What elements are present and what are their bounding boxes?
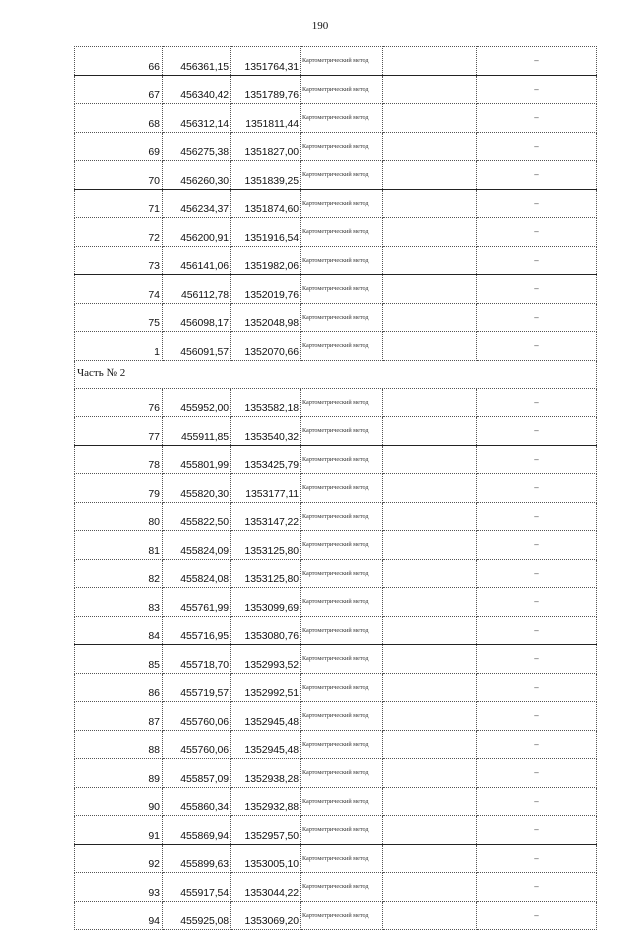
- y-coordinate-cell: 1351764,31: [231, 47, 301, 76]
- empty-cell: [383, 474, 477, 503]
- table-row: [75, 873, 597, 902]
- table-row: [75, 502, 597, 531]
- dash-cell: –: [477, 474, 597, 503]
- point-number-cell: 93: [75, 873, 163, 902]
- x-coordinate-cell: 455824,08: [163, 559, 231, 588]
- y-coordinate-cell: 1352993,52: [231, 645, 301, 674]
- empty-cell: [383, 759, 477, 788]
- point-number-cell: 88: [75, 730, 163, 759]
- point-number-cell: 68: [75, 104, 163, 133]
- method-cell: Картометрический метод: [301, 730, 383, 759]
- page-number: 190: [311, 20, 329, 32]
- y-coordinate-cell: 1351827,00: [231, 132, 301, 161]
- method-cell: Картометрический метод: [301, 588, 383, 617]
- method-cell: Картометрический метод: [301, 132, 383, 161]
- empty-cell: [383, 873, 477, 902]
- x-coordinate-cell: 456312,14: [163, 104, 231, 133]
- x-coordinate-cell: 455824,09: [163, 531, 231, 560]
- method-cell: Картометрический метод: [301, 616, 383, 645]
- x-coordinate-cell: 455869,94: [163, 816, 231, 845]
- method-cell: Картометрический метод: [301, 218, 383, 247]
- y-coordinate-cell: 1352945,48: [231, 730, 301, 759]
- x-coordinate-cell: 455952,00: [163, 388, 231, 417]
- empty-cell: [383, 445, 477, 474]
- dash-cell: –: [477, 417, 597, 446]
- y-coordinate-cell: 1351789,76: [231, 75, 301, 104]
- method-cell: Картометрический метод: [301, 303, 383, 332]
- dash-cell: –: [477, 873, 597, 902]
- y-coordinate-cell: 1351982,06: [231, 246, 301, 275]
- table-row: [75, 75, 597, 104]
- table-row: [75, 559, 597, 588]
- y-coordinate-cell: 1353044,22: [231, 873, 301, 902]
- x-coordinate-cell: 456361,15: [163, 47, 231, 76]
- x-coordinate-cell: 455857,09: [163, 759, 231, 788]
- method-cell: Картометрический метод: [301, 901, 383, 930]
- y-coordinate-cell: 1353177,11: [231, 474, 301, 503]
- method-cell: Картометрический метод: [301, 673, 383, 702]
- point-number-cell: 84: [75, 616, 163, 645]
- table-row: [75, 189, 597, 218]
- point-number-cell: 76: [75, 388, 163, 417]
- point-number-cell: 69: [75, 132, 163, 161]
- empty-cell: [383, 161, 477, 190]
- table-row: [75, 759, 597, 788]
- y-coordinate-cell: 1351874,60: [231, 189, 301, 218]
- x-coordinate-cell: 456098,17: [163, 303, 231, 332]
- table-row: [75, 816, 597, 845]
- y-coordinate-cell: 1353582,18: [231, 388, 301, 417]
- empty-cell: [383, 502, 477, 531]
- point-number-cell: 91: [75, 816, 163, 845]
- method-cell: Картометрический метод: [301, 502, 383, 531]
- y-coordinate-cell: 1352992,51: [231, 673, 301, 702]
- x-coordinate-cell: 455860,34: [163, 787, 231, 816]
- x-coordinate-cell: 456234,37: [163, 189, 231, 218]
- method-cell: Картометрический метод: [301, 332, 383, 361]
- point-number-cell: 82: [75, 559, 163, 588]
- empty-cell: [383, 332, 477, 361]
- dash-cell: –: [477, 901, 597, 930]
- y-coordinate-cell: 1353540,32: [231, 417, 301, 446]
- dash-cell: –: [477, 816, 597, 845]
- point-number-cell: 75: [75, 303, 163, 332]
- y-coordinate-cell: 1352938,28: [231, 759, 301, 788]
- x-coordinate-cell: 456260,30: [163, 161, 231, 190]
- table-row: [75, 787, 597, 816]
- dash-cell: –: [477, 844, 597, 873]
- point-number-cell: 86: [75, 673, 163, 702]
- table-row: [75, 417, 597, 446]
- table-row: [75, 474, 597, 503]
- method-cell: Картометрический метод: [301, 559, 383, 588]
- x-coordinate-cell: 456091,57: [163, 332, 231, 361]
- y-coordinate-cell: 1351811,44: [231, 104, 301, 133]
- point-number-cell: 92: [75, 844, 163, 873]
- table-row: [75, 901, 597, 930]
- method-cell: Картометрический метод: [301, 417, 383, 446]
- y-coordinate-cell: 1352019,76: [231, 275, 301, 304]
- dash-cell: –: [477, 47, 597, 76]
- empty-cell: [383, 104, 477, 133]
- section-heading: Часть № 2: [75, 360, 597, 388]
- y-coordinate-cell: 1353125,80: [231, 531, 301, 560]
- y-coordinate-cell: 1352945,48: [231, 702, 301, 731]
- method-cell: Картометрический метод: [301, 388, 383, 417]
- point-number-cell: 74: [75, 275, 163, 304]
- x-coordinate-cell: 455760,06: [163, 702, 231, 731]
- dash-cell: –: [477, 189, 597, 218]
- empty-cell: [383, 189, 477, 218]
- dash-cell: –: [477, 787, 597, 816]
- y-coordinate-cell: 1353080,76: [231, 616, 301, 645]
- dash-cell: –: [477, 132, 597, 161]
- method-cell: Картометрический метод: [301, 47, 383, 76]
- method-cell: Картометрический метод: [301, 816, 383, 845]
- point-number-cell: 90: [75, 787, 163, 816]
- x-coordinate-cell: 455911,85: [163, 417, 231, 446]
- point-number-cell: 79: [75, 474, 163, 503]
- table-row: [75, 730, 597, 759]
- empty-cell: [383, 417, 477, 446]
- table-row: [75, 844, 597, 873]
- empty-cell: [383, 588, 477, 617]
- table-row: [75, 588, 597, 617]
- x-coordinate-cell: 455820,30: [163, 474, 231, 503]
- x-coordinate-cell: 456340,42: [163, 75, 231, 104]
- empty-cell: [383, 816, 477, 845]
- dash-cell: –: [477, 303, 597, 332]
- dash-cell: –: [477, 275, 597, 304]
- x-coordinate-cell: 455925,08: [163, 901, 231, 930]
- empty-cell: [383, 275, 477, 304]
- x-coordinate-cell: 455719,57: [163, 673, 231, 702]
- table-row: [75, 132, 597, 161]
- coordinates-table-container: [74, 46, 596, 930]
- y-coordinate-cell: 1353125,80: [231, 559, 301, 588]
- dash-cell: –: [477, 730, 597, 759]
- y-coordinate-cell: 1353099,69: [231, 588, 301, 617]
- y-coordinate-cell: 1351916,54: [231, 218, 301, 247]
- point-number-cell: 80: [75, 502, 163, 531]
- dash-cell: –: [477, 502, 597, 531]
- empty-cell: [383, 531, 477, 560]
- dash-cell: –: [477, 75, 597, 104]
- dash-cell: –: [477, 673, 597, 702]
- method-cell: Картометрический метод: [301, 787, 383, 816]
- x-coordinate-cell: 456275,38: [163, 132, 231, 161]
- dash-cell: –: [477, 218, 597, 247]
- method-cell: Картометрический метод: [301, 189, 383, 218]
- dash-cell: –: [477, 702, 597, 731]
- empty-cell: [383, 132, 477, 161]
- dash-cell: –: [477, 759, 597, 788]
- point-number-cell: 78: [75, 445, 163, 474]
- point-number-cell: 1: [75, 332, 163, 361]
- section-row: [75, 360, 597, 388]
- x-coordinate-cell: 456112,78: [163, 275, 231, 304]
- empty-cell: [383, 702, 477, 731]
- x-coordinate-cell: 455761,99: [163, 588, 231, 617]
- empty-cell: [383, 303, 477, 332]
- empty-cell: [383, 645, 477, 674]
- dash-cell: –: [477, 588, 597, 617]
- empty-cell: [383, 616, 477, 645]
- point-number-cell: 89: [75, 759, 163, 788]
- dash-cell: –: [477, 388, 597, 417]
- table-row: [75, 388, 597, 417]
- y-coordinate-cell: 1351839,25: [231, 161, 301, 190]
- y-coordinate-cell: 1352957,50: [231, 816, 301, 845]
- empty-cell: [383, 388, 477, 417]
- point-number-cell: 73: [75, 246, 163, 275]
- table-row: [75, 303, 597, 332]
- method-cell: Картометрический метод: [301, 75, 383, 104]
- x-coordinate-cell: 456200,91: [163, 218, 231, 247]
- y-coordinate-cell: 1353425,79: [231, 445, 301, 474]
- x-coordinate-cell: 455760,06: [163, 730, 231, 759]
- table-row: [75, 246, 597, 275]
- empty-cell: [383, 787, 477, 816]
- table-row: [75, 531, 597, 560]
- method-cell: Картометрический метод: [301, 161, 383, 190]
- method-cell: Картометрический метод: [301, 445, 383, 474]
- point-number-cell: 77: [75, 417, 163, 446]
- method-cell: Картометрический метод: [301, 702, 383, 731]
- point-number-cell: 72: [75, 218, 163, 247]
- empty-cell: [383, 75, 477, 104]
- y-coordinate-cell: 1353147,22: [231, 502, 301, 531]
- point-number-cell: 85: [75, 645, 163, 674]
- dash-cell: –: [477, 246, 597, 275]
- dash-cell: –: [477, 616, 597, 645]
- table-row: [75, 47, 597, 76]
- x-coordinate-cell: 455899,63: [163, 844, 231, 873]
- empty-cell: [383, 47, 477, 76]
- dash-cell: –: [477, 445, 597, 474]
- method-cell: Картометрический метод: [301, 759, 383, 788]
- y-coordinate-cell: 1353005,10: [231, 844, 301, 873]
- table-row: [75, 702, 597, 731]
- method-cell: Картометрический метод: [301, 645, 383, 674]
- empty-cell: [383, 673, 477, 702]
- empty-cell: [383, 559, 477, 588]
- coordinates-table: [74, 46, 597, 930]
- table-row: [75, 332, 597, 361]
- empty-cell: [383, 218, 477, 247]
- dash-cell: –: [477, 104, 597, 133]
- point-number-cell: 70: [75, 161, 163, 190]
- empty-cell: [383, 730, 477, 759]
- table-row: [75, 673, 597, 702]
- x-coordinate-cell: 455822,50: [163, 502, 231, 531]
- method-cell: Картометрический метод: [301, 104, 383, 133]
- table-row: [75, 616, 597, 645]
- coordinates-table-body: [75, 47, 597, 930]
- dash-cell: –: [477, 531, 597, 560]
- empty-cell: [383, 246, 477, 275]
- table-row: [75, 161, 597, 190]
- dash-cell: –: [477, 332, 597, 361]
- method-cell: Картометрический метод: [301, 474, 383, 503]
- point-number-cell: 87: [75, 702, 163, 731]
- y-coordinate-cell: 1352048,98: [231, 303, 301, 332]
- point-number-cell: 83: [75, 588, 163, 617]
- point-number-cell: 66: [75, 47, 163, 76]
- point-number-cell: 94: [75, 901, 163, 930]
- table-row: [75, 445, 597, 474]
- point-number-cell: 71: [75, 189, 163, 218]
- method-cell: Картометрический метод: [301, 844, 383, 873]
- dash-cell: –: [477, 559, 597, 588]
- x-coordinate-cell: 455716,95: [163, 616, 231, 645]
- point-number-cell: 67: [75, 75, 163, 104]
- dash-cell: –: [477, 161, 597, 190]
- x-coordinate-cell: 455801,99: [163, 445, 231, 474]
- x-coordinate-cell: 455718,70: [163, 645, 231, 674]
- method-cell: Картометрический метод: [301, 246, 383, 275]
- x-coordinate-cell: 456141,06: [163, 246, 231, 275]
- x-coordinate-cell: 455917,54: [163, 873, 231, 902]
- table-row: [75, 645, 597, 674]
- method-cell: Картометрический метод: [301, 275, 383, 304]
- empty-cell: [383, 844, 477, 873]
- y-coordinate-cell: 1352932,88: [231, 787, 301, 816]
- method-cell: Картометрический метод: [301, 873, 383, 902]
- table-row: [75, 275, 597, 304]
- dash-cell: –: [477, 645, 597, 674]
- table-row: [75, 104, 597, 133]
- y-coordinate-cell: 1352070,66: [231, 332, 301, 361]
- point-number-cell: 81: [75, 531, 163, 560]
- y-coordinate-cell: 1353069,20: [231, 901, 301, 930]
- method-cell: Картометрический метод: [301, 531, 383, 560]
- table-row: [75, 218, 597, 247]
- empty-cell: [383, 901, 477, 930]
